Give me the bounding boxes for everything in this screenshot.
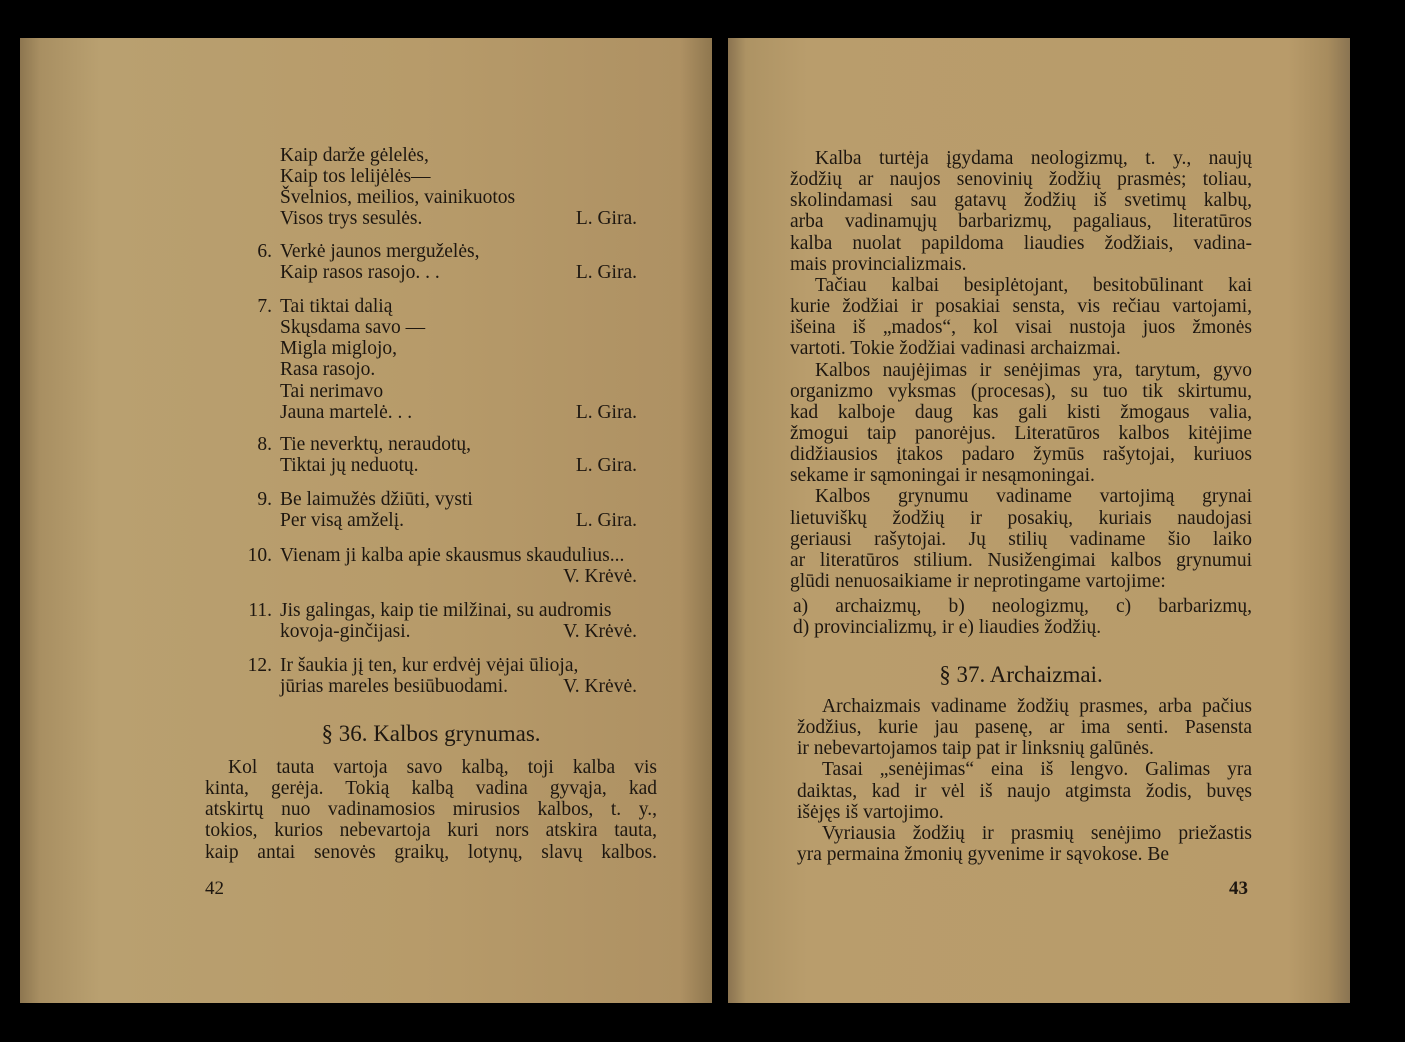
- example-line: Jis galingas, kaip tie milžinai, su audromis: [280, 600, 612, 621]
- paragraph-line: organizmo vyksmas (procesas), su tuo tik skirtumu,: [790, 380, 1252, 402]
- paragraph-line: skolindamasi sau gatavų žodžių iš svetimų kalbų,: [790, 190, 1252, 212]
- section-heading: § 36. Kalbos grynumas.: [321, 721, 541, 746]
- paragraph-line: žmogui taip panorėjus. Literatūros kalbos kitėjime: [790, 422, 1252, 444]
- paragraph-line: ar literatūros stilium. Nusižengimai kalbos grynumui: [790, 549, 1252, 571]
- paragraph-line: daiktas, kad ir vėl iš naujo atgimsta žodis, buvęs: [797, 780, 1252, 802]
- paragraph-line: sekame ir sąmoningai ir nesąmoningai.: [790, 465, 1095, 487]
- paragraph-line: lietuviškų žodžių ir posakių, kuriais naudojasi: [790, 507, 1252, 529]
- paragraph-line: kurie žodžiai ir posakiai sensta, vis rečiau vartojami,: [790, 296, 1252, 318]
- example-number: 12.: [247, 655, 272, 676]
- paragraph-line: glūdi nenuosaikiame ir neprotingame vartojime:: [790, 571, 1166, 592]
- paragraph-line: žodžius, kurie jau pasenę, ar ima senti. Pasensta: [797, 717, 1252, 739]
- paragraph-line: išeina iš „mados“, kol visai nustoja juos žmonės: [790, 317, 1252, 339]
- paragraph-line: Kalba turtėja įgydama neologizmų, t. y., naujų: [815, 148, 1252, 169]
- paragraph-line: Kalbos naujėjimas ir senėjimas yra, tarytum, gyvo: [815, 359, 1252, 381]
- paragraph-line: geriausi rašytojai. Jų stilių vadiname šio laiko: [790, 528, 1252, 550]
- example-line: Tiktai jų neduotų.: [280, 455, 419, 477]
- example-line: Migla miglojo,: [280, 338, 397, 360]
- paragraph-line: arba vadinamųjų barbarizmų, pagaliaus, literatūros: [790, 211, 1252, 233]
- paragraph-line: Vyriausia žodžių ir prasmių senėjimo priežastis: [822, 822, 1252, 844]
- example-line: Ir šaukia jį ten, kur erdvėj vėjai ūlioja,: [280, 655, 579, 676]
- example-author: V. Krėvė.: [563, 566, 637, 588]
- section-heading: § 37. Archaizmai.: [939, 662, 1103, 687]
- example-number: 9.: [257, 489, 272, 510]
- list-line: a) archaizmų, b) neologizmų, c) barbarizmų,: [793, 596, 1252, 618]
- example-line: Per visą amželį.: [280, 510, 404, 532]
- example-number: 7.: [257, 296, 272, 317]
- example-line: Tie neverktų, neraudotų,: [280, 434, 471, 455]
- paragraph-line: mais provincializmais.: [790, 253, 967, 275]
- list-line: d) provincializmų, ir e) liaudies žodžių.: [793, 617, 1102, 639]
- paragraph-line: Kalbos grynumu vadiname vartojimą grynai: [815, 486, 1252, 508]
- example-author: L. Gira.: [575, 455, 637, 477]
- example-line: Tai nerimavo: [280, 380, 384, 402]
- example-line: Jauna martelė. . .: [280, 401, 413, 423]
- example-author: V. Krėvė.: [563, 621, 637, 643]
- poem-line: Visos trys sesulės.: [280, 208, 423, 230]
- paragraph-line: Kol tauta vartoja savo kalbą, toji kalba vis: [228, 757, 657, 778]
- example-line: Be laimužės džiūti, vysti: [280, 489, 473, 510]
- paragraph-line: ir nebevartojamos taip pat ir linksnių galūnės.: [797, 738, 1154, 760]
- example-line: kovoja-ginčijasi.: [280, 621, 411, 643]
- example-line: Kaip rasos rasojo. . .: [280, 262, 440, 284]
- paragraph-line: Archaizmais vadiname žodžių prasmes, arba pačius: [822, 696, 1252, 717]
- paragraph-line: išėjęs iš vartojimo.: [797, 801, 944, 823]
- example-line: Rasa rasojo.: [280, 359, 376, 381]
- paragraph-line: yra permaina žmonių gyvenime ir sąvokose. Be: [797, 844, 1170, 866]
- paragraph-line: vartoti. Tokie žodžiai vadinasi archaizmai.: [790, 338, 1121, 360]
- paragraph-line: kinta, gerėja. Tokią kalbą vadina gyvąja, kad: [205, 778, 657, 800]
- paragraph-line: atskirtų nuo vadinamosios mirusios kalbos, t. y.,: [205, 799, 657, 821]
- right-page: [728, 38, 1350, 1003]
- paragraph-line: kad kalboje daug kas gali kisti žmogaus valia,: [790, 401, 1252, 423]
- paragraph-line: Tasai „senėjimas“ eina iš lengvo. Galimas yra: [822, 759, 1252, 781]
- paragraph-line: žodžių ar naujos senovinių žodžių prasmės; toliau,: [790, 169, 1252, 191]
- example-line: Verkė jaunos merguželės,: [280, 241, 480, 262]
- example-author: V. Krėvė.: [563, 676, 637, 698]
- left-page: [20, 38, 712, 1003]
- example-number: 11.: [248, 600, 272, 621]
- poem-author: L. Gira.: [575, 208, 637, 230]
- example-line: Tai tiktai dalią: [280, 296, 393, 317]
- example-author: L. Gira.: [575, 262, 637, 284]
- example-line: Vienam ji kalba apie skausmus skaudulius...: [280, 545, 625, 566]
- page-number: 42: [205, 878, 224, 899]
- poem-line: Švelnios, meilios, vainikuotos: [280, 187, 516, 209]
- example-author: L. Gira.: [575, 401, 637, 423]
- example-author: L. Gira.: [575, 510, 637, 532]
- paragraph-line: didžiausios įtakos padaro žymūs rašytojai, kuriuos: [790, 444, 1252, 466]
- example-number: 8.: [257, 434, 272, 455]
- paragraph-line: Tačiau kalbai besiplėtojant, besitobūlinant kai: [815, 274, 1252, 296]
- example-number: 10.: [247, 545, 272, 566]
- poem-line: Kaip darže gėlelės,: [280, 145, 429, 166]
- page-number: 43: [1229, 878, 1248, 899]
- paragraph-line: kalba nuolat papildoma liaudies žodžiais, vadina-: [790, 232, 1252, 254]
- example-line: jūrias mareles besiūbuodami.: [280, 676, 508, 698]
- paragraph-line: tokios, kurios nebevartoja kuri nors atskira tauta,: [205, 820, 657, 842]
- example-line: Skųsdama savo —: [280, 317, 426, 339]
- example-number: 6.: [257, 241, 272, 262]
- poem-line: Kaip tos lelijėlės—: [280, 166, 431, 188]
- paragraph-line: kaip antai senovės graikų, lotynų, slavų kalbos.: [205, 841, 657, 863]
